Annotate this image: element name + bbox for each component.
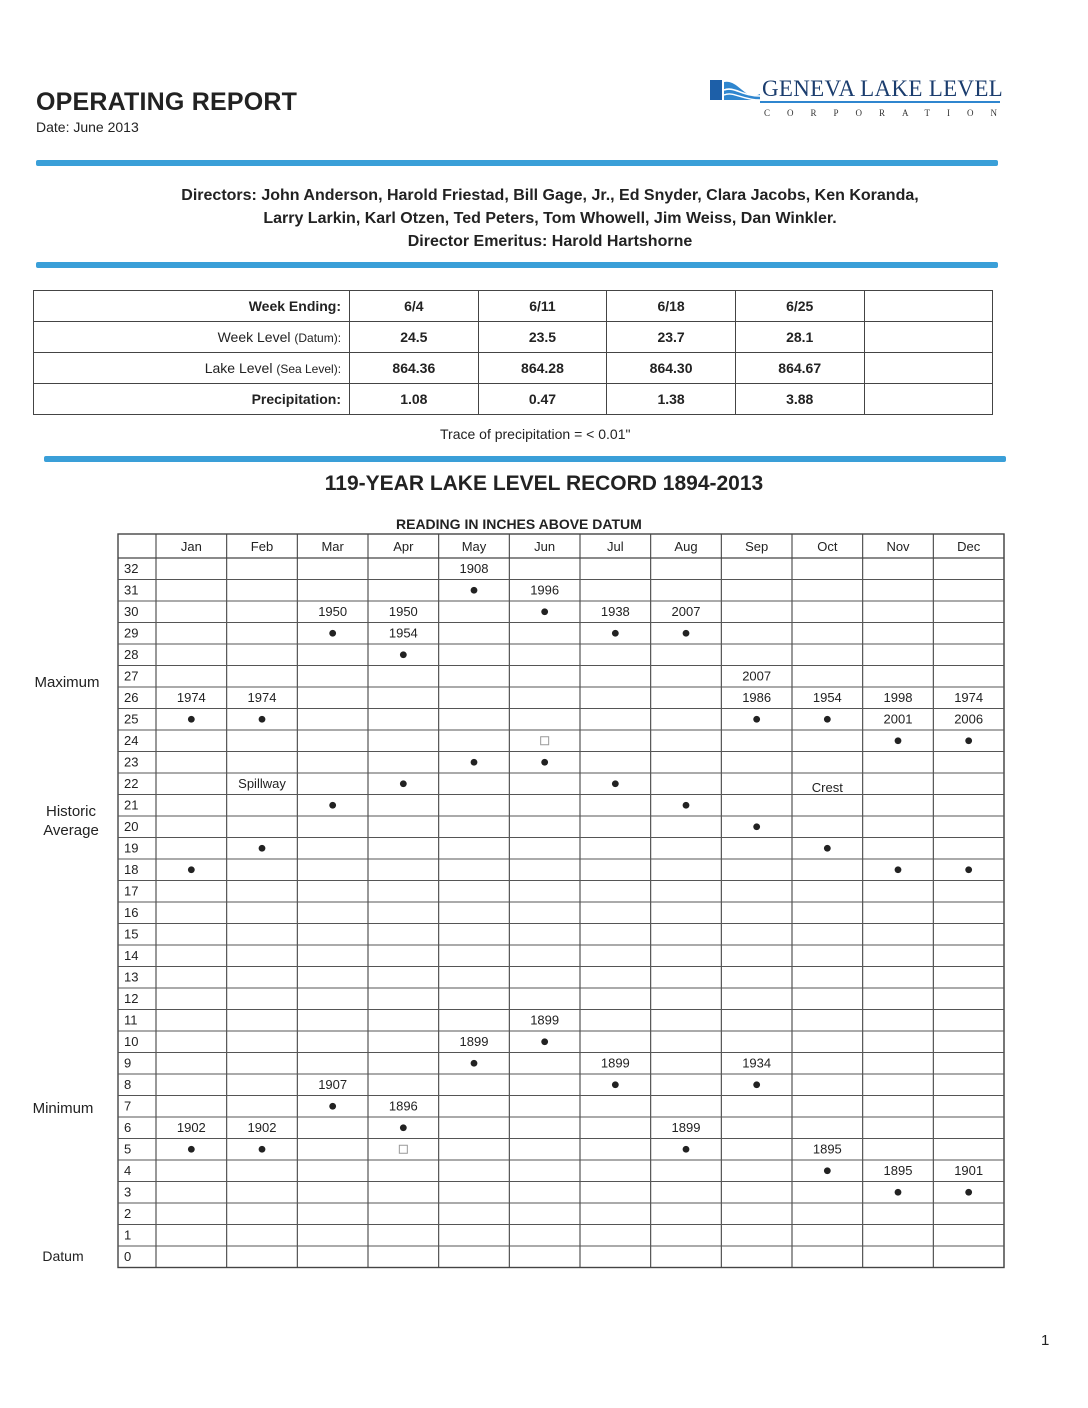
level-label: 3 [124, 1184, 132, 1200]
month-header: May [461, 539, 487, 554]
level-label: 17 [124, 883, 139, 899]
weekly-cell: 6/11 [478, 291, 607, 322]
weekly-cell: 3.88 [735, 384, 864, 415]
level-label: 27 [124, 668, 139, 684]
max-level-dot [753, 716, 760, 723]
weekly-label-text: Precipitation: [251, 391, 342, 407]
level-label: 5 [124, 1141, 132, 1157]
directors-line: Directors: John Anderson, Harold Friestad, Bill Gage, Jr., Ed Snyder, Clara Jacobs, Ken Koranda, [181, 187, 919, 204]
max-level-dot [329, 630, 336, 637]
level-label: 29 [124, 625, 139, 641]
open-square-marker [399, 1145, 407, 1153]
month-header: Aug [674, 539, 698, 554]
level-label: 6 [124, 1120, 132, 1135]
min-year-label: 1907 [318, 1077, 348, 1092]
max-year-label: 1974 [247, 690, 277, 705]
month-header: Feb [250, 539, 274, 554]
label-historic: Historic [45, 803, 96, 820]
max-year-label: 2001 [883, 711, 913, 727]
min-year-label: 1902 [247, 1120, 277, 1135]
weekly-cell: 864.28 [478, 353, 607, 384]
month-header: Dec [957, 539, 981, 554]
weekly-cell: 864.67 [735, 353, 864, 384]
level-label: 26 [124, 690, 139, 705]
max-year-label: 1974 [954, 690, 984, 705]
min-level-dot [895, 1189, 902, 1196]
min-year-label: 1902 [176, 1120, 206, 1135]
weekly-cell: 1.38 [607, 384, 736, 415]
label-minimum: Minimum [32, 1100, 94, 1117]
level-label: 0 [124, 1249, 132, 1264]
level-label: 32 [124, 561, 139, 576]
month-header: Apr [393, 539, 414, 554]
min-level-dot [612, 1081, 619, 1088]
max-level-dot [400, 651, 407, 658]
weekly-label-text: Week Ending: [248, 298, 342, 314]
open-square-marker [541, 737, 549, 745]
max-year-label: 1950 [388, 604, 418, 619]
level-label: 24 [124, 733, 139, 748]
min-year-label: 1899 [600, 1055, 630, 1071]
level-label: 14 [124, 948, 139, 963]
max-year-label: 2006 [954, 711, 984, 727]
month-header: Jul [607, 539, 624, 554]
level-label: 12 [124, 991, 139, 1006]
min-level-dot [329, 1103, 336, 1110]
report-title: OPERATING REPORT [36, 88, 298, 116]
max-level-dot [895, 737, 902, 744]
level-label: 10 [124, 1034, 139, 1049]
spillway-label: Spillway [238, 776, 286, 791]
level-label: 8 [124, 1077, 132, 1092]
min-level-dot [188, 1146, 195, 1153]
max-level-dot [612, 630, 619, 637]
min-year-label: 1896 [388, 1098, 418, 1114]
min-level-dot [541, 1038, 548, 1045]
max-level-dot [471, 587, 478, 594]
weekly-cell: 24.5 [350, 322, 479, 353]
level-label: 13 [124, 969, 139, 985]
weekly-cell: 6/25 [735, 291, 864, 322]
max-year-label: 1996 [530, 582, 560, 598]
director-emeritus: Director Emeritus: Harold Hartshorne [407, 233, 693, 250]
record-title: 119-YEAR LAKE LEVEL RECORD 1894-2013 [324, 472, 764, 495]
max-level-dot [824, 716, 831, 723]
min-year-label: 1934 [742, 1055, 772, 1071]
weekly-cell: 1.08 [350, 384, 479, 415]
max-level-dot [541, 608, 548, 615]
min-year-label: 1899 [459, 1034, 489, 1049]
level-label: 22 [124, 776, 139, 791]
max-year-label: 2007 [742, 668, 772, 684]
max-year-label: 1998 [883, 690, 913, 705]
month-header: Jun [534, 539, 556, 554]
level-label: 30 [124, 604, 139, 619]
min-year-label: 1899 [671, 1120, 701, 1135]
average-level-dot [471, 759, 478, 766]
month-header: Oct [817, 539, 838, 554]
average-level-dot [400, 780, 407, 787]
average-level-dot [753, 823, 760, 830]
average-level-dot [895, 866, 902, 873]
max-level-dot [683, 630, 690, 637]
min-year-label: 1901 [954, 1163, 984, 1178]
weekly-cell: 0.47 [478, 384, 607, 415]
level-label: 2 [124, 1206, 132, 1221]
average-level-dot [824, 845, 831, 852]
weekly-cell: 6/4 [350, 291, 479, 322]
max-level-dot [259, 716, 266, 723]
precipitation-note: Trace of precipitation = < 0.01" [440, 426, 631, 442]
average-level-dot [965, 866, 972, 873]
level-label: 7 [124, 1098, 132, 1114]
max-year-label: 1950 [318, 604, 348, 619]
weekly-cell: 28.1 [735, 322, 864, 353]
month-header: Sep [745, 539, 769, 554]
min-level-dot [471, 1060, 478, 1067]
average-level-dot [612, 780, 619, 787]
level-label: 11 [124, 1012, 138, 1028]
level-label: 28 [124, 647, 139, 662]
max-year-label: 1908 [459, 561, 489, 576]
level-label: 15 [124, 926, 139, 942]
average-level-dot [188, 866, 195, 873]
level-label: 20 [124, 819, 139, 834]
min-year-label: 1895 [812, 1141, 842, 1157]
average-level-dot [541, 759, 548, 766]
logo-wordmark: GENEVA LAKE LEVEL [762, 76, 1004, 101]
level-label: 23 [124, 754, 139, 770]
directors-line: Larry Larkin, Karl Otzen, Ted Peters, Tom Whowell, Jim Weiss, Dan Winkler. [263, 210, 837, 227]
label-datum: Datum [42, 1248, 84, 1264]
average-level-dot [259, 845, 266, 852]
level-label: 25 [124, 711, 139, 727]
average-level-dot [683, 802, 690, 809]
page-number: 1 [1041, 1332, 1050, 1349]
max-year-label: 1954 [812, 690, 842, 705]
weekly-cell: 6/18 [607, 291, 736, 322]
min-level-dot [965, 1189, 972, 1196]
weekly-label-unit: (Sea Level): [276, 362, 342, 376]
weekly-label-unit: (Datum): [294, 331, 342, 345]
average-level-dot [329, 802, 336, 809]
level-label: 21 [124, 797, 139, 813]
weekly-cell: 23.7 [607, 322, 736, 353]
max-year-label: 1974 [176, 690, 206, 705]
weekly-cell: 864.30 [607, 353, 736, 384]
level-label: 9 [124, 1055, 132, 1071]
level-label: 1 [124, 1227, 132, 1243]
min-year-label: 1895 [883, 1163, 913, 1178]
min-year-label: 1899 [530, 1012, 560, 1028]
month-header: Mar [321, 539, 344, 554]
min-level-dot [683, 1146, 690, 1153]
label-maximum: Maximum [34, 674, 100, 691]
crest-label: Crest [811, 780, 843, 795]
level-label: 4 [124, 1163, 132, 1178]
logo-subtitle: CORPORATION [764, 108, 1015, 118]
min-level-dot [400, 1124, 407, 1131]
min-level-dot [259, 1146, 266, 1153]
month-header: Nov [886, 539, 910, 554]
max-level-dot [188, 716, 195, 723]
level-label: 19 [124, 840, 139, 856]
max-year-label: 1986 [742, 690, 772, 705]
min-level-dot [753, 1081, 760, 1088]
max-year-label: 2007 [671, 604, 701, 619]
report-date: Date: June 2013 [36, 119, 139, 135]
month-header: Jan [180, 539, 202, 554]
level-label: 31 [124, 582, 139, 598]
max-year-label: 1954 [388, 625, 418, 641]
weekly-cell: 23.5 [478, 322, 607, 353]
weekly-cell: 864.36 [350, 353, 479, 384]
weekly-label-text: Lake Level [204, 360, 277, 376]
record-subtitle: READING IN INCHES ABOVE DATUM [396, 516, 642, 532]
label-average: Average [43, 822, 99, 839]
weekly-label-text: Week Level [217, 329, 295, 345]
min-level-dot [824, 1167, 831, 1174]
max-level-dot [965, 737, 972, 744]
level-label: 18 [124, 862, 139, 877]
max-year-label: 1938 [600, 604, 630, 619]
level-label: 16 [124, 905, 139, 920]
